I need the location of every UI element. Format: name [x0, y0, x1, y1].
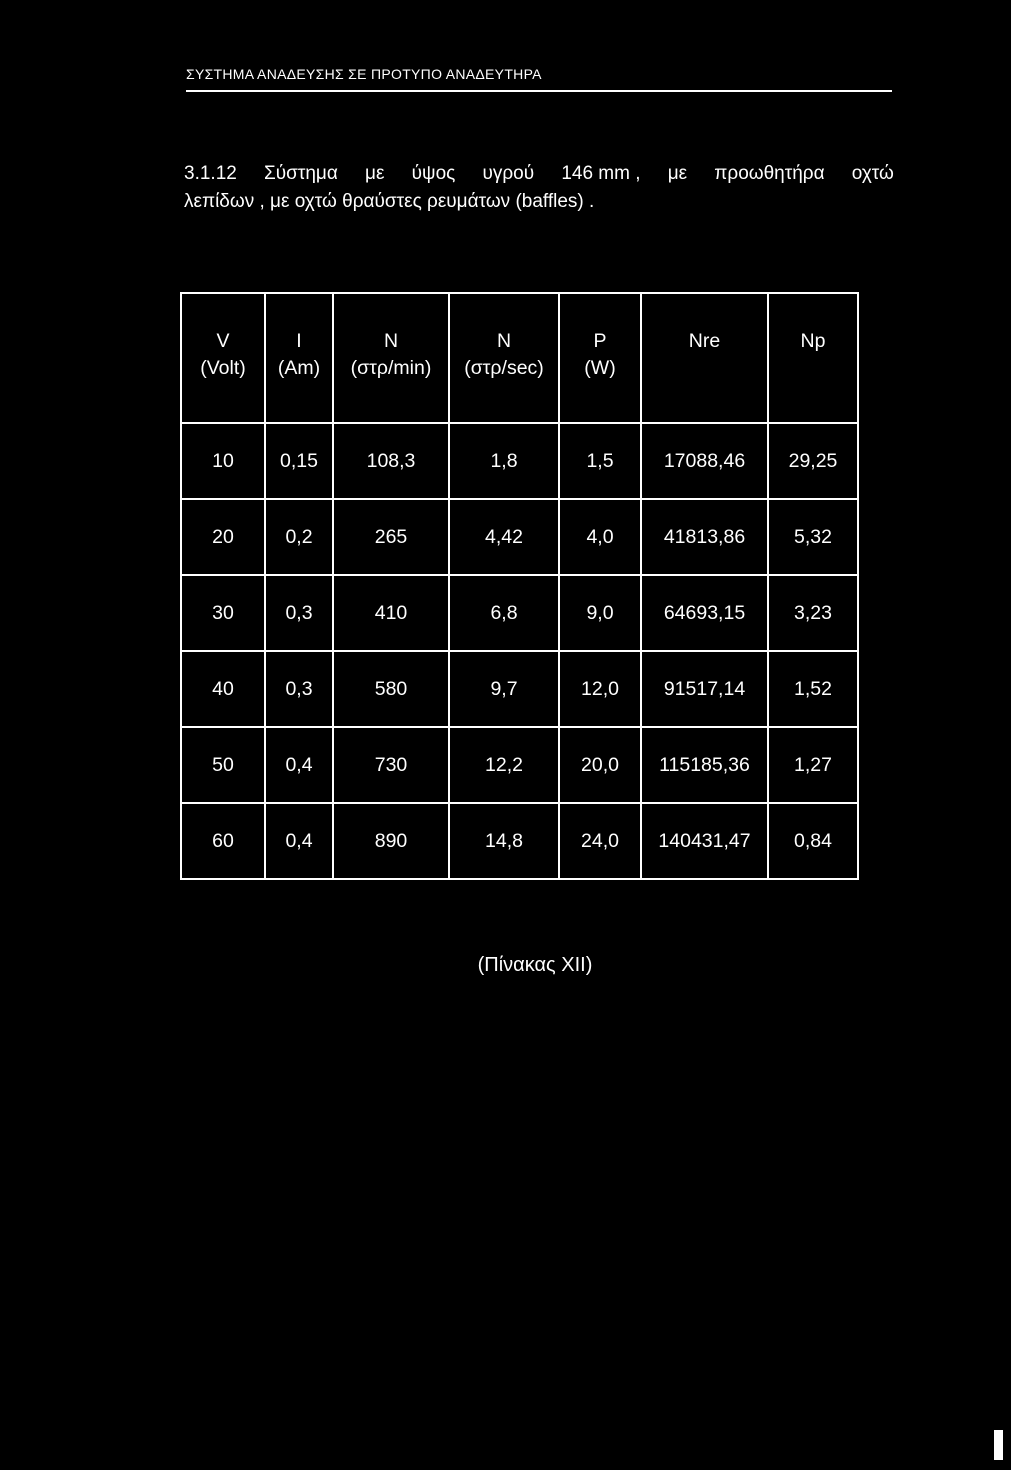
heading-word: 146 mm ,: [561, 163, 641, 184]
column-header-speed-rps: N (στρ/sec): [449, 293, 559, 423]
table-row: [181, 423, 858, 499]
column-header-voltage: V (Volt): [181, 293, 265, 423]
column-header-speed-rpm: N (στρ/min): [333, 293, 449, 423]
table-row: [181, 727, 858, 803]
table-cell: 9,7: [449, 651, 559, 727]
heading-word: 3.1.12: [184, 163, 237, 184]
table-cell: 580: [333, 651, 449, 727]
table-cell: 9,0: [559, 575, 641, 651]
table-cell: 0,84: [768, 803, 858, 879]
table-cell: 30: [181, 575, 265, 651]
table-cell: 140431,47: [641, 803, 768, 879]
table-cell: 20: [181, 499, 265, 575]
table-cell: 0,3: [265, 651, 333, 727]
heading-word: Σύστημα: [264, 163, 338, 184]
table-cell: 10: [181, 423, 265, 499]
table-cell: 24,0: [559, 803, 641, 879]
table-cell: 265: [333, 499, 449, 575]
table-cell: 3,23: [768, 575, 858, 651]
section-heading-line1: [184, 160, 894, 188]
column-header-current: I (Am): [265, 293, 333, 423]
table-cell: 5,32: [768, 499, 858, 575]
running-header: ΣΥΣΤΗΜΑ ΑΝΑΔΕΥΣΗΣ ΣΕ ΠΡΟΤΥΠΟ ΑΝΑΔΕΥΤΗΡΑ: [186, 66, 542, 82]
table-row: [181, 651, 858, 727]
table-cell: 29,25: [768, 423, 858, 499]
column-header-power: P (W): [559, 293, 641, 423]
table-cell: 4,42: [449, 499, 559, 575]
table-cell: 17088,46: [641, 423, 768, 499]
table-cell: 12,2: [449, 727, 559, 803]
heading-word: με: [667, 163, 688, 184]
table-cell: 14,8: [449, 803, 559, 879]
section-heading-line2: λεπίδων , με οχτώ θραύστες ρευμάτων (baffles) .: [184, 191, 595, 212]
table-cell: 60: [181, 803, 265, 879]
table-cell: 0,4: [265, 727, 333, 803]
table-cell: 40: [181, 651, 265, 727]
table-row: [181, 499, 858, 575]
table-cell: 50: [181, 727, 265, 803]
table-cell: 730: [333, 727, 449, 803]
table-cell: 1,8: [449, 423, 559, 499]
table-header-row: [181, 293, 858, 423]
table-cell: 12,0: [559, 651, 641, 727]
table-cell: 1,52: [768, 651, 858, 727]
table-cell: 108,3: [333, 423, 449, 499]
section-heading: [184, 160, 894, 216]
column-header-power-number: Np: [768, 293, 858, 423]
heading-word: με: [365, 163, 385, 184]
heading-word: υγρού: [482, 163, 535, 184]
table-cell: 0,4: [265, 803, 333, 879]
table-cell: 0,2: [265, 499, 333, 575]
heading-word: οχτώ: [851, 163, 894, 184]
heading-word: προωθητήρα: [714, 163, 825, 184]
table-cell: 6,8: [449, 575, 559, 651]
column-header-reynolds: Nre: [641, 293, 768, 423]
scan-edge-mark: [994, 1430, 1003, 1460]
table-cell: 1,5: [559, 423, 641, 499]
table-cell: 64693,15: [641, 575, 768, 651]
table-cell: 0,3: [265, 575, 333, 651]
table-cell: 115185,36: [641, 727, 768, 803]
table-cell: 0,15: [265, 423, 333, 499]
table-cell: 91517,14: [641, 651, 768, 727]
table-cell: 41813,86: [641, 499, 768, 575]
table-caption: (Πίνακας XII): [477, 954, 593, 976]
table-cell: 890: [333, 803, 449, 879]
table-cell: 1,27: [768, 727, 858, 803]
table-cell: 20,0: [559, 727, 641, 803]
heading-word: ύψος: [411, 163, 456, 184]
header-rule: [186, 90, 892, 92]
table-row: [181, 575, 858, 651]
measurement-table: [180, 292, 859, 880]
table-row: [181, 803, 858, 879]
table-cell: 410: [333, 575, 449, 651]
table-cell: 4,0: [559, 499, 641, 575]
